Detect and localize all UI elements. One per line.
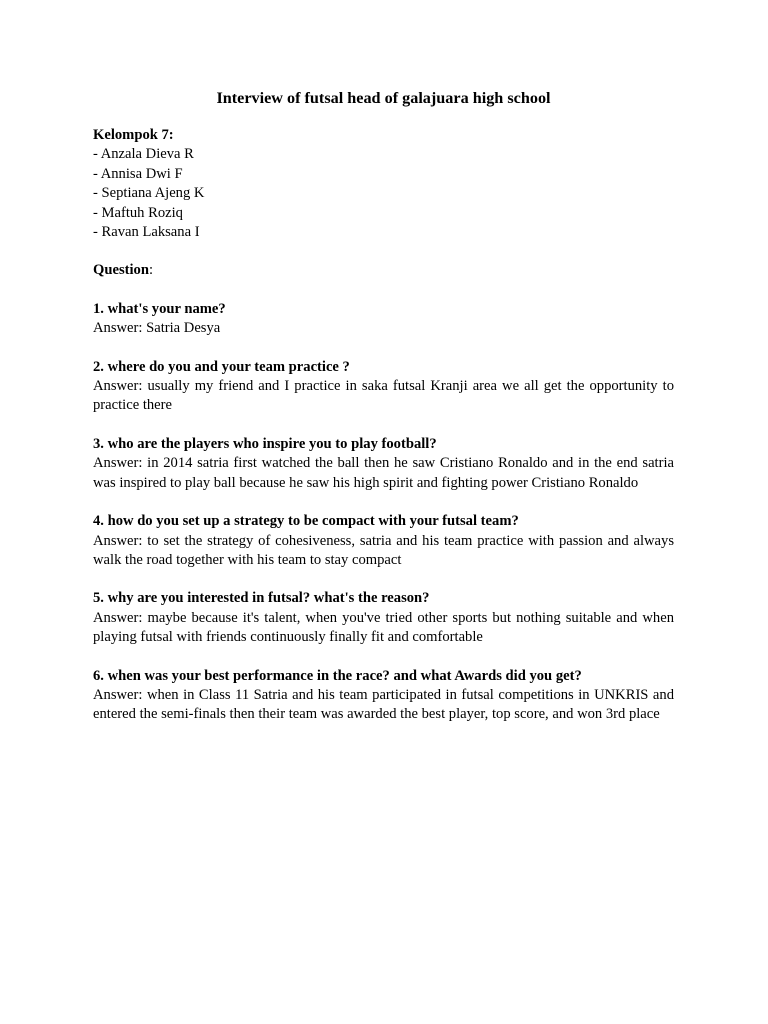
group-label: Kelompok 7: bbox=[93, 127, 174, 143]
answer-text: Answer: maybe because it's talent, when you've tried other sports but nothing suitable and when playing futsal with friends continuously finally fit and comfortable bbox=[93, 609, 674, 646]
member-item: - Septiana Ajeng K bbox=[93, 185, 205, 202]
answer-text: Answer: usually my friend and I practice in saka futsal Kranji area we all get the opportunity to practice there bbox=[93, 378, 674, 414]
qa-item bbox=[93, 589, 674, 647]
answer-text: Answer: Satria Desya bbox=[93, 320, 221, 337]
member-item: - Anzala Dieva R bbox=[93, 146, 194, 163]
answer-text: Answer: when in Class 11 Satria and his team participated in futsal competitions in UNKRIS and entered the semi-finals then their team was awarded the best player, top score, and won 3rd place bbox=[93, 686, 674, 723]
document-title: Interview of futsal head of galajuara high school bbox=[216, 89, 551, 107]
question-text: 2. where do you and your team practice ? bbox=[93, 358, 350, 375]
question-text: 4. how do you set up a strategy to be compact with your futsal team? bbox=[93, 513, 519, 530]
qa-item bbox=[93, 358, 674, 416]
member-list bbox=[93, 145, 674, 242]
question-heading-label: Question bbox=[93, 262, 149, 279]
member-item: - Ravan Laksana I bbox=[93, 224, 200, 241]
qa-item bbox=[93, 300, 674, 339]
member-item: - Annisa Dwi F bbox=[93, 165, 183, 182]
answer-text: Answer: in 2014 satria first watched the ball then he saw Cristiano Ronaldo and in the end satria was inspired to play ball because he saw his high spirit and fighting power Cristiano Ronaldo bbox=[93, 455, 674, 491]
answer-text: Answer: to set the strategy of cohesiveness, satria and his team practice with passion and always walk the road together with his team to stay compact bbox=[93, 532, 674, 568]
qa-item bbox=[93, 667, 674, 725]
member-item: - Maftuh Roziq bbox=[93, 204, 183, 221]
qa-item bbox=[93, 435, 674, 493]
question-text: 6. when was your best performance in the race? and what Awards did you get? bbox=[93, 667, 582, 684]
document-page bbox=[93, 88, 674, 744]
question-heading bbox=[93, 261, 674, 280]
question-heading-suffix: : bbox=[148, 262, 154, 279]
question-text: 3. who are the players who inspire you to play football? bbox=[93, 435, 437, 452]
qa-item bbox=[93, 512, 674, 570]
question-text: 1. what's your name? bbox=[93, 300, 226, 317]
question-text: 5. why are you interested in futsal? what's the reason? bbox=[93, 590, 430, 607]
